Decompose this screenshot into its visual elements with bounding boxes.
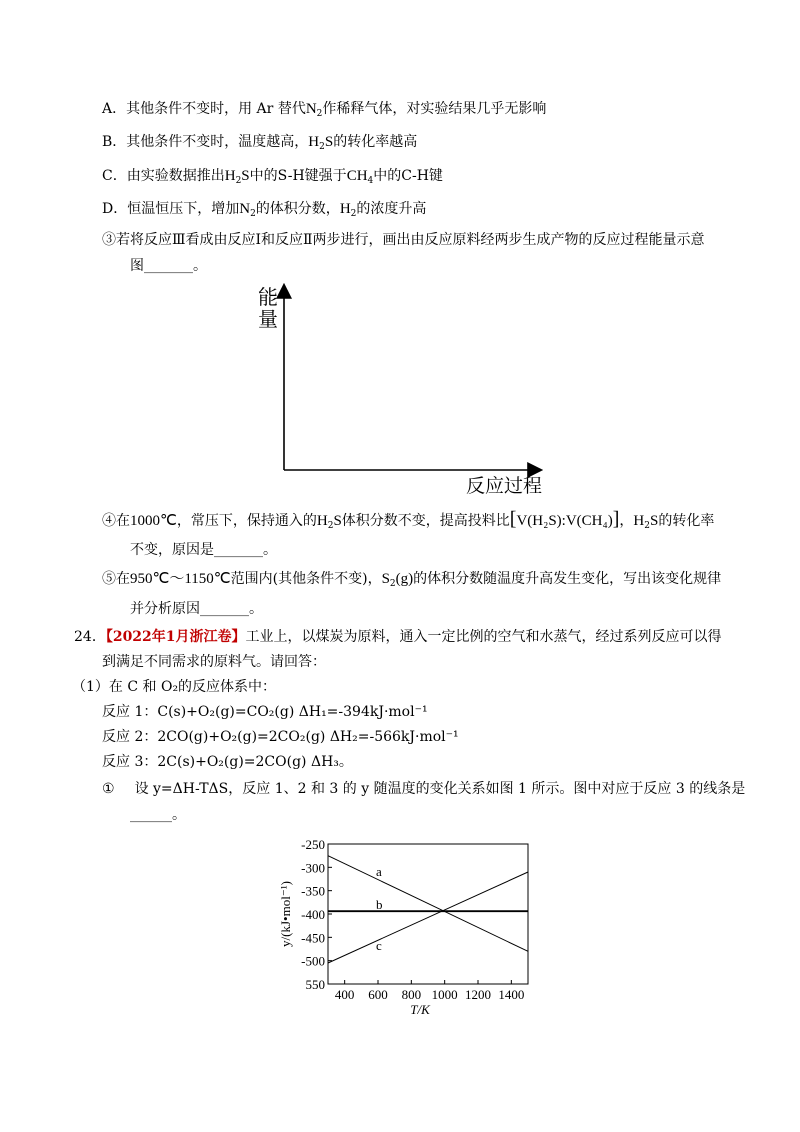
x-tick-label: 1200 (465, 987, 491, 1002)
question-number: 24． (74, 629, 106, 645)
y-tick-label: 550 (305, 977, 325, 992)
question-24-line2: 到满足不同需求的原料气。请回答： (102, 654, 326, 670)
energy-y-label-1: 能 (258, 287, 278, 309)
question-1-blank: ______。 (130, 807, 186, 823)
reaction-2: 反应 2：2CO(g)+O₂(g)=2CO₂(g) ΔH₂=-566kJ·mol⁻¹ (102, 729, 459, 745)
question-1-line1: ① 设 y=ΔH-TΔS，反应 1、2 和 3 的 y 随温度的变化关系如图 1 所示。图中对应于反应 3 的线条是 (102, 781, 746, 797)
y-tick-label: -300 (301, 860, 325, 876)
y-tick-label: -500 (301, 953, 325, 969)
y-tick-label: -400 (301, 907, 325, 922)
figure-1-chart (278, 830, 538, 1030)
reaction-1: 反应 1：C(s)+O₂(g)=CO₂(g) ΔH₁=-394kJ·mol⁻¹ (102, 704, 428, 720)
option-c: C．由实验数据推出$H_2S$中的S-H键强于$CH_4$中的C-H键 (102, 168, 443, 186)
y-tick-label: -450 (301, 930, 325, 946)
question-3-line2: 图_______。 (130, 258, 207, 274)
y-tick-label: -250 (301, 837, 325, 852)
series-line-a (328, 856, 528, 952)
source-tag: 【2022年1月浙江卷】 (105, 629, 246, 645)
series-label-b: b (376, 897, 383, 912)
x-tick-label: 1400 (498, 987, 525, 1002)
plot-frame (328, 844, 528, 984)
x-tick-label: 1000 (431, 987, 458, 1002)
y-axis-label: y/(kJ•mol⁻¹) (278, 881, 293, 947)
question-5-line1: ⑤在950℃～1150℃范围内(其他条件不变)，$S_2(g)$的体积分数随温度升高发生变化，写出该变化规律 (102, 571, 722, 589)
series-label-c: c (376, 938, 382, 953)
x-axis-label: T/K (410, 1002, 430, 1017)
option-a-chem: N (305, 101, 317, 117)
energy-y-label-2: 量 (258, 309, 278, 331)
question-4-line2: 不变，原因是_______。 (130, 542, 277, 558)
option-a: A．其他条件不变时，用 Ar 替代$N_2$作稀释气体，对实验结果几乎无影响 (102, 101, 547, 119)
question-3-line1: ③若将反应Ⅲ看成由反应Ⅰ和反应Ⅱ两步进行，画出由反应原料经两步生成产物的反应过程能量示意 (102, 232, 705, 248)
question-4-line1: ④在1000℃，常压下，保持通入的$H_2S$体积分数不变，提高投料比[V(H₂S):V(CH₄)]，$H_2S$的转化率 (102, 508, 715, 531)
part-1-heading: （1）在 C 和 O₂的反应体系中： (72, 679, 277, 695)
energy-x-label: 反应过程 (466, 476, 543, 497)
x-tick-label: 400 (334, 987, 355, 1002)
feed-ratio: V(H₂S):V(CH₄) (516, 513, 613, 529)
y-tick-label: -350 (301, 883, 325, 899)
option-d: D．恒温恒压下，增加$N_2$的体积分数，$H_2$的浓度升高 (102, 201, 427, 219)
series-line-c (328, 872, 528, 963)
x-tick-label: 600 (368, 987, 388, 1002)
series-label-a: a (376, 864, 382, 879)
energy-diagram (250, 280, 570, 500)
x-tick-label: 800 (401, 987, 422, 1002)
question-24-line1: 24．【2022年1月浙江卷】工业上，以煤炭为原料，通入一定比例的空气和水蒸气，经过系列反应可以得 (74, 629, 722, 645)
option-b: B．其他条件不变时，温度越高，$H_2S$的转化率越高 (102, 134, 418, 152)
reaction-3: 反应 3：2C(s)+O₂(g)=2CO(g) ΔH₃。 (102, 754, 353, 770)
question-5-line2: 并分析原因_______。 (130, 601, 263, 617)
